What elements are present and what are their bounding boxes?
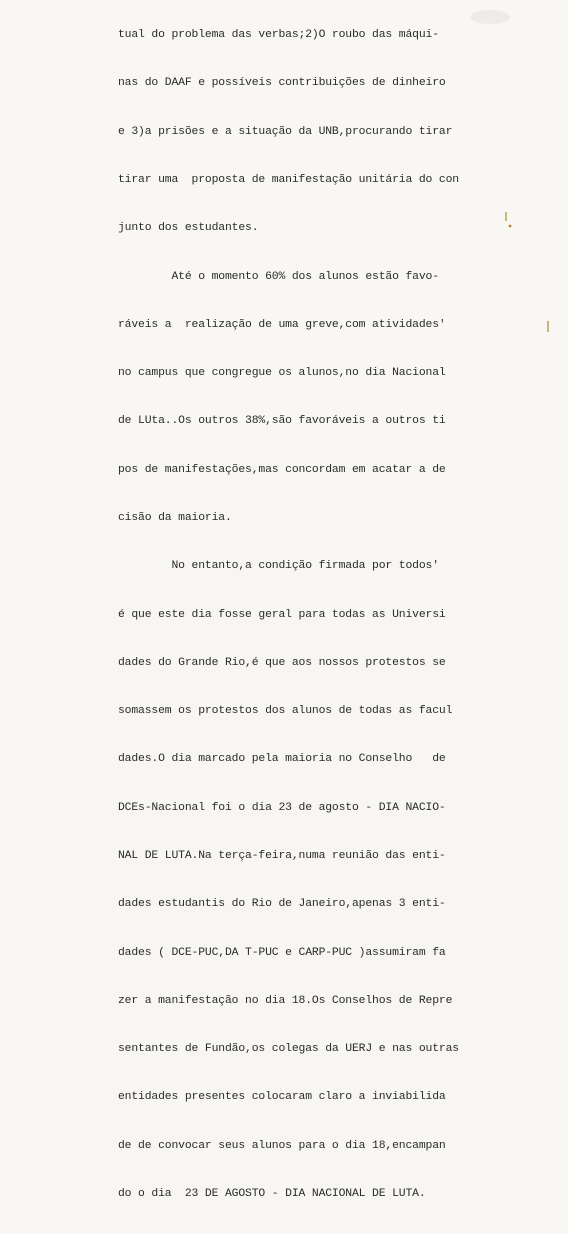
- text-line: do o dia 23 DE AGOSTO - DIA NACIONAL DE LUTA.: [118, 1187, 426, 1200]
- text-line: junto dos estudantes.: [118, 222, 259, 235]
- text-line: cisão da maioria.: [118, 512, 232, 524]
- text-line: dades estudantis do Rio de Janeiro,apenas 3 enti-: [118, 898, 446, 911]
- text-line: somassem os protestos dos alunos de todas as facul: [118, 705, 453, 718]
- text-line: tual do problema das verbas;2)O roubo das máqui-: [118, 29, 439, 42]
- margin-ink-mark: [545, 321, 551, 333]
- text-line: dades do Grande Rio,é que aos nossos protestos se: [118, 656, 446, 669]
- typed-text-body: [118, 0, 518, 1234]
- text-line: ráveis a realização de uma greve,com atividades': [118, 318, 446, 331]
- margin-ink-mark: [507, 222, 513, 230]
- text-line: nas do DAAF e possíveis contribuições de dinheiro: [118, 77, 446, 90]
- text-line: de de convocar seus alunos para o dia 18,encampan: [118, 1139, 446, 1152]
- text-line: entidades presentes colocaram claro a inviabilida: [118, 1091, 446, 1104]
- text-line: Até o momento 60% dos alunos estão favo-: [118, 270, 439, 283]
- margin-ink-mark: [503, 212, 509, 222]
- text-line: de LUta..Os outros 38%,são favoráveis a outros ti: [118, 415, 446, 428]
- text-line: No entanto,a condição firmada por todos': [118, 560, 439, 573]
- text-line: zer a manifestação no dia 18.Os Conselhos de Repre: [118, 994, 453, 1007]
- text-line: dades ( DCE-PUC,DA T-PUC e CARP-PUC )assumiram fa: [118, 946, 446, 959]
- text-line: no campus que congregue os alunos,no dia Nacional: [118, 367, 446, 380]
- text-line: é que este dia fosse geral para todas as Universi: [118, 608, 446, 621]
- text-line: NAL DE LUTA.Na terça-feira,numa reunião das enti-: [118, 849, 446, 862]
- text-line: dades.O dia marcado pela maioria no Conselho de: [118, 753, 446, 766]
- text-line: e 3)a prisões e a situação da UNB,procurando tirar: [118, 125, 453, 138]
- text-line: tirar uma proposta de manifestação unitária do con: [118, 174, 459, 187]
- text-line: DCEs-Nacional foi o dia 23 de agosto - DIA NACIO-: [118, 801, 446, 814]
- text-line: sentantes de Fundão,os colegas da UERJ e nas outras: [118, 1043, 459, 1056]
- text-line: pos de manifestações,mas concordam em acatar a de: [118, 463, 446, 476]
